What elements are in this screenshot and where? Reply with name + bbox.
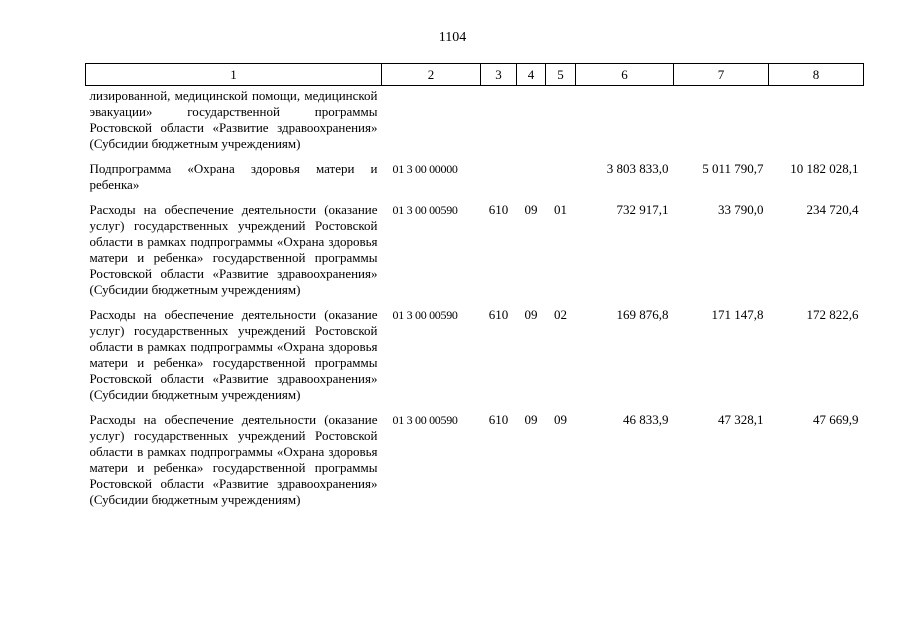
column-header: 4 bbox=[517, 64, 546, 86]
table-row bbox=[86, 156, 864, 197]
row-name: Расходы на обеспечение деятельности (оказание услуг) государственных учреждений Ростовской области в рамках подпрограммы «Охрана здоровья матери и ребенка» государственной программы Ростовской области «Развитие здравоохранения» (Субсидии бюджетным учреждениям) bbox=[89, 412, 378, 507]
subsection-code: 02 bbox=[554, 307, 567, 322]
amount-col8: 172 822,6 bbox=[806, 307, 859, 322]
section-code: 09 bbox=[524, 412, 538, 427]
amount-col7: 171 147,8 bbox=[711, 307, 764, 322]
expense-type-code bbox=[481, 86, 517, 157]
section-code bbox=[517, 156, 546, 197]
table-row bbox=[86, 86, 864, 157]
table-row bbox=[86, 407, 864, 512]
amount-col7 bbox=[674, 86, 769, 157]
expense-type-code: 610 bbox=[488, 412, 509, 427]
amount-col8 bbox=[769, 86, 864, 157]
section-code: 09 bbox=[524, 307, 538, 322]
amount-col8: 10 182 028,1 bbox=[790, 161, 859, 176]
row-name: Расходы на обеспечение деятельности (оказание услуг) государственных учреждений Ростовской области в рамках подпрограммы «Охрана здоровья матери и ребенка» государственной программы Ростовской области «Развитие здравоохранения» (Субсидии бюджетным учреждениям) bbox=[89, 307, 378, 402]
column-header: 5 bbox=[546, 64, 576, 86]
target-article-code: 01 3 00 00000 bbox=[392, 162, 458, 176]
column-header: 2 bbox=[382, 64, 481, 86]
amount-col7: 5 011 790,7 bbox=[702, 161, 764, 176]
row-name: лизированной, медицинской помощи, медицинской эвакуации» государственной программы Ростовской области «Развитие здравоохранения» (Субсидии бюджетным учреждениям) bbox=[89, 88, 378, 151]
table-row bbox=[86, 302, 864, 407]
table-row bbox=[86, 197, 864, 302]
expense-type-code: 610 bbox=[488, 307, 509, 322]
subsection-code bbox=[546, 156, 576, 197]
page-number: 1104 bbox=[438, 30, 467, 45]
column-header: 6 bbox=[576, 64, 674, 86]
subsection-code: 09 bbox=[554, 412, 567, 427]
column-header: 1 bbox=[86, 64, 382, 86]
target-article-code: 01 3 00 00590 bbox=[392, 203, 458, 217]
target-article-code: 01 3 00 00590 bbox=[392, 308, 458, 322]
target-article-code: 01 3 00 00590 bbox=[392, 413, 458, 427]
expense-type-code: 610 bbox=[488, 202, 509, 217]
amount-col6: 169 876,8 bbox=[616, 307, 669, 322]
row-name: Расходы на обеспечение деятельности (оказание услуг) государственных учреждений Ростовской области в рамках подпрограммы «Охрана здоровья матери и ребенка» государственной программы Ростовской области «Развитие здравоохранения» (Субсидии бюджетным учреждениям) bbox=[89, 202, 378, 297]
subsection-code bbox=[546, 86, 576, 157]
budget-table bbox=[85, 63, 864, 512]
column-header: 7 bbox=[674, 64, 769, 86]
row-name: Подпрограмма «Охрана здоровья матери и ребенка» bbox=[89, 161, 378, 192]
amount-col8: 47 669,9 bbox=[813, 412, 859, 427]
amount-col6: 732 917,1 bbox=[616, 202, 669, 217]
amount-col7: 47 328,1 bbox=[718, 412, 764, 427]
section-code: 09 bbox=[524, 202, 538, 217]
target-article-code bbox=[382, 86, 481, 157]
amount-col7: 33 790,0 bbox=[718, 202, 764, 217]
amount-col6 bbox=[576, 86, 674, 157]
column-header: 3 bbox=[481, 64, 517, 86]
amount-col6: 3 803 833,0 bbox=[606, 161, 669, 176]
column-header: 8 bbox=[769, 64, 864, 86]
amount-col6: 46 833,9 bbox=[623, 412, 669, 427]
expense-type-code bbox=[481, 156, 517, 197]
amount-col8: 234 720,4 bbox=[806, 202, 859, 217]
section-code bbox=[517, 86, 546, 157]
subsection-code: 01 bbox=[554, 202, 567, 217]
header-row bbox=[86, 64, 864, 86]
